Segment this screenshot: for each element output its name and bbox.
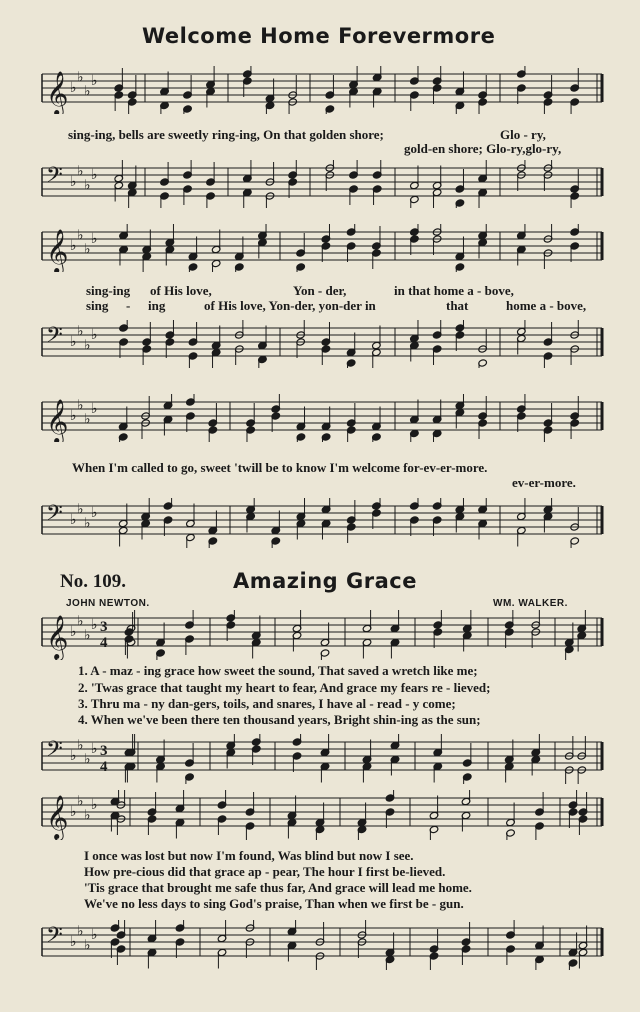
verse-line: 1. A - maz - ing grace how sweet the sound, That saved a wretch like me;	[78, 663, 478, 678]
lyric-line: that	[446, 298, 469, 313]
svg-text:♭: ♭	[91, 73, 98, 89]
svg-text:♭: ♭	[91, 327, 98, 343]
verse-line: 3. Thru ma - ny dan-gers, toils, and snares, I have al - read - y come;	[78, 696, 456, 711]
hymn-number: No. 109.	[60, 571, 126, 592]
lyric-line: sing-ing	[86, 283, 131, 298]
staff-system-4-bass	[0, 734, 640, 784]
svg-text:♭: ♭	[84, 337, 91, 354]
svg-text:♭: ♭	[91, 231, 98, 247]
svg-text:4: 4	[100, 759, 108, 775]
svg-text:♭: ♭	[70, 174, 77, 190]
svg-text:♭: ♭	[70, 80, 77, 96]
lyric-line: sing-ing, bells are sweetly ring-ing, On that golden shore;	[68, 127, 384, 142]
lyric-line: ing	[148, 298, 166, 313]
svg-text:♭: ♭	[77, 163, 84, 180]
svg-text:♭: ♭	[91, 617, 98, 633]
svg-text:♭: ♭	[70, 334, 77, 350]
svg-text:♭: ♭	[84, 627, 91, 644]
svg-text:♭: ♭	[84, 411, 91, 428]
lyric-line: of His love, Yon-der, yon-der in	[204, 298, 376, 313]
svg-text:♭: ♭	[77, 923, 84, 940]
staff-system-3-bass	[0, 498, 640, 548]
svg-text:♭: ♭	[91, 167, 98, 183]
staff-system-1-treble	[0, 66, 640, 114]
svg-text:𝄢: 𝄢	[46, 163, 63, 193]
svg-text:♭: ♭	[84, 515, 91, 532]
lyric-line: -	[126, 298, 131, 313]
staff-system-1-bass	[0, 160, 640, 208]
svg-text:♭: ♭	[77, 69, 84, 86]
lyric-line: of His love,	[150, 283, 212, 298]
lyric-line: home a - bove,	[506, 298, 587, 313]
svg-text:♭: ♭	[70, 408, 77, 424]
lyric-line: Glo - ry,	[500, 127, 546, 142]
svg-text:♭: ♭	[70, 934, 77, 950]
svg-text:♭: ♭	[84, 177, 91, 194]
verse-line: 2. 'Twas grace that taught my heart to fear, And grace my fears re - lieved;	[78, 680, 491, 695]
svg-text:𝄞: 𝄞	[46, 399, 69, 442]
svg-text:3: 3	[100, 619, 108, 635]
svg-text:♭: ♭	[91, 741, 98, 757]
verse-line: 'Tis grace that brought me safe thus far, And grace will lead me home.	[84, 880, 472, 895]
svg-text:♭: ♭	[84, 807, 91, 824]
verse-line: How pre-cious did that grace ap - pear, The hour I first be-lieved.	[84, 864, 446, 879]
svg-text:♭: ♭	[77, 737, 84, 754]
verse-line: 4. When we've been there ten thousand years, Bright shin-ing as the sun;	[78, 712, 481, 727]
svg-text:𝄞: 𝄞	[46, 71, 69, 114]
svg-text:♭: ♭	[91, 927, 98, 943]
lyric-line: Yon - der,	[293, 283, 347, 298]
svg-text:♭: ♭	[77, 501, 84, 518]
svg-text:♭: ♭	[77, 397, 84, 414]
svg-text:♭: ♭	[77, 613, 84, 630]
svg-text:4: 4	[100, 635, 108, 651]
svg-text:𝄢: 𝄢	[46, 501, 63, 531]
lyric-line: sing	[86, 298, 109, 313]
svg-text:𝄢: 𝄢	[46, 323, 63, 353]
svg-text:♭: ♭	[70, 624, 77, 640]
song-title: Welcome Home Forevermore	[142, 24, 496, 48]
svg-text:3: 3	[100, 743, 108, 759]
svg-text:♭: ♭	[77, 323, 84, 340]
svg-text:𝄞: 𝄞	[46, 795, 69, 839]
svg-text:♭: ♭	[91, 401, 98, 417]
svg-text:♭: ♭	[91, 797, 98, 813]
lyric-line: gold-en shore; Glo-ry,glo-ry,	[404, 141, 562, 156]
svg-text:♭: ♭	[70, 748, 77, 764]
staff-system-5-treble	[0, 790, 640, 840]
svg-text:♭: ♭	[77, 793, 84, 810]
svg-text:♭: ♭	[84, 751, 91, 768]
svg-text:♭: ♭	[91, 505, 98, 521]
svg-text:♭: ♭	[84, 83, 91, 100]
staff-system-2-bass	[0, 320, 640, 368]
svg-text:𝄞: 𝄞	[46, 615, 69, 659]
svg-text:♭: ♭	[84, 241, 91, 258]
svg-text:𝄞: 𝄞	[46, 229, 69, 272]
svg-text:♭: ♭	[70, 512, 77, 528]
lyric-line: When I'm called to go, sweet 'twill be to know I'm welcome for-ev-er-more.	[72, 460, 488, 475]
lyric-line: in that home a - bove,	[394, 283, 514, 298]
staff-system-2-treble	[0, 224, 640, 272]
svg-text:𝄢: 𝄢	[46, 923, 63, 953]
svg-text:♭: ♭	[77, 227, 84, 244]
verse-line: We've no less days to sing God's praise, Than when we first be - gun.	[84, 896, 464, 911]
svg-text:♭: ♭	[70, 804, 77, 820]
staff-system-3-treble	[0, 394, 640, 442]
hymn-title: Amazing Grace	[233, 569, 417, 593]
lyric-line: ev-er-more.	[512, 475, 576, 490]
svg-text:𝄢: 𝄢	[46, 737, 63, 767]
svg-text:♭: ♭	[84, 937, 91, 954]
staff-system-5-bass	[0, 920, 640, 970]
verse-line: I once was lost but now I'm found, Was blind but now I see.	[84, 848, 414, 863]
svg-text:♭: ♭	[70, 238, 77, 254]
lyricist-credit: JOHN NEWTON.	[66, 598, 150, 609]
composer-credit: WM. WALKER.	[493, 598, 568, 609]
staff-system-4-treble	[0, 610, 640, 660]
